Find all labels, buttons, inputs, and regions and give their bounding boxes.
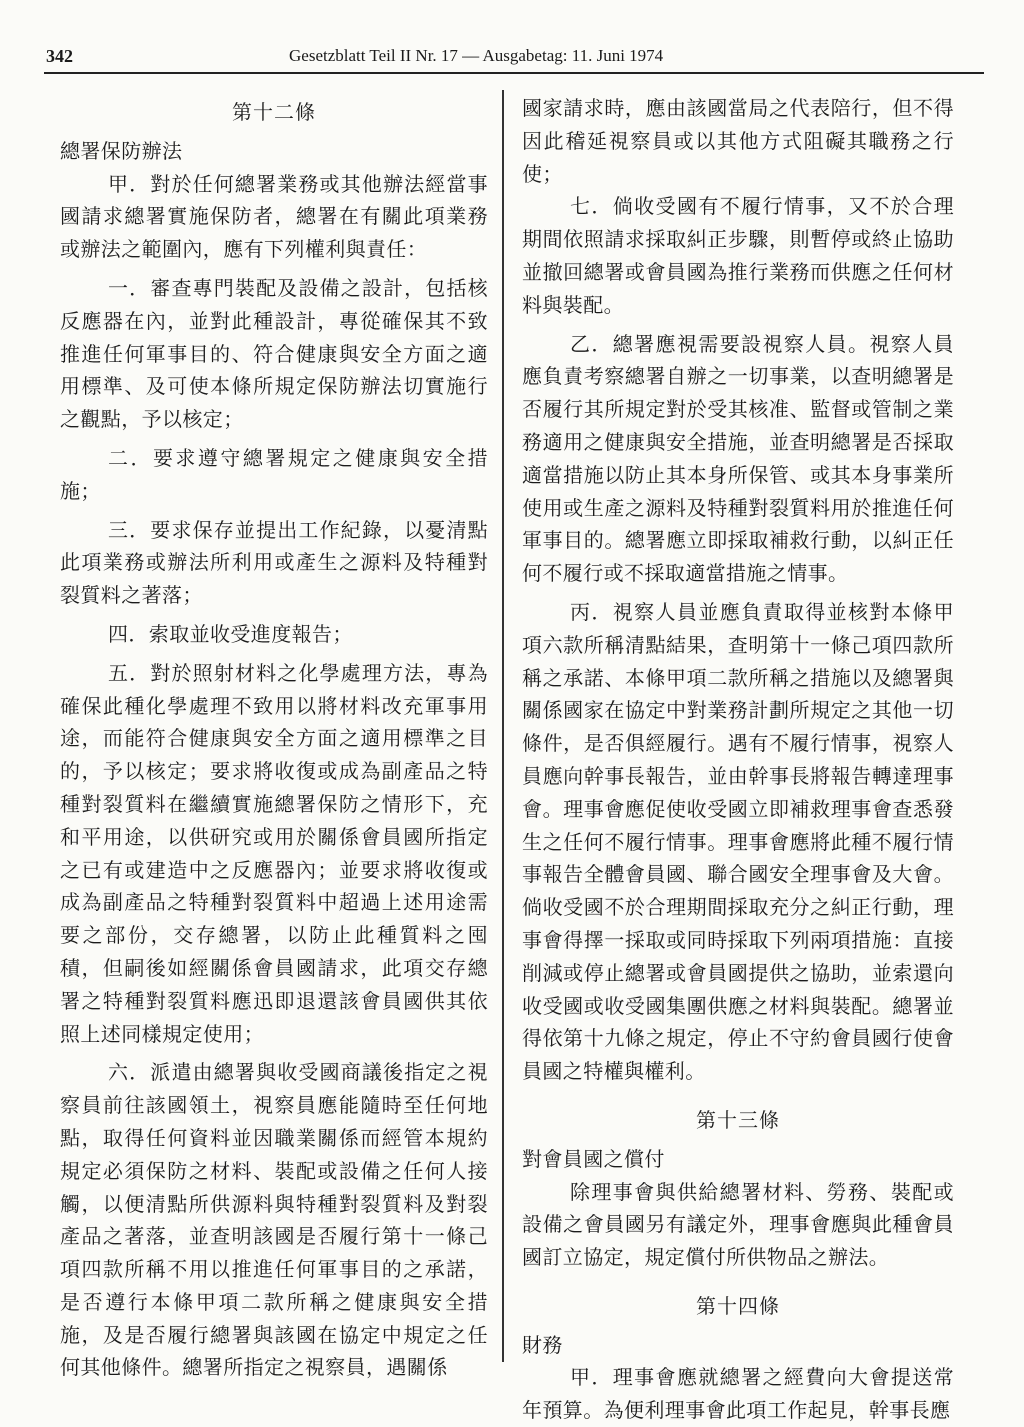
page-header	[44, 42, 984, 74]
running-head: Gesetzblatt Teil II Nr. 17 — Ausgabetag: 11. Juni 1974	[289, 46, 664, 65]
article-12-para-bing: 丙．視察人員並應負責取得並核對本條甲項六款所稱清點結果，查明第十一條己項四款所稱之承諾、本條甲項二款所稱之措施以及總署與關係國家在協定中對業務計劃所規定之其他一切條件，是否俱經履行。遇有不履行情事，視察人員應向幹事長報告，並由幹事長將報告轉達理事會。理事會應促使收受國立即補救理事會查悉發生之任何不履行情事。理事會應將此種不履行情事報告全體會員國、聯合國安全理事會及大會。倘收受國不於合理期間採取充分之糾正行動，理事會得擇一採取或同時採取下列兩項措施：直接削減或停止總署或會員國提供之協助，並索還向收受國或收受國集團供應之材料與裝配。總署並得依第十九條之規定，停止不守約會員國行使會員國之特權與權利。	[522, 599, 954, 1084]
right-column	[522, 92, 954, 1427]
left-column	[60, 92, 488, 1384]
article-14-heading: 財務	[522, 1332, 563, 1357]
article-12-title: 第十二條	[232, 100, 316, 124]
article-12-item-6: 六．派遣由總署與收受國商議後指定之視察員前往該國領土，視察員應能隨時至任何地點，取得任何資料並因職業關係而經管本規約規定必須保防之材料、裝配或設備之任何人接觸，以便清點所供源料與特種對裂質料及對裂產品之著落，並查明該國是否履行第十一條己項四款所稱不用以推進任何軍事目的之承諾，是否遵行本條甲項二款所稱之健康與安全措施，及是否履行總署與該國在協定中規定之任何其他條件。總署所指定之視察員，遇關係	[60, 1060, 488, 1380]
article-13-text: 除理事會與供給總署材料、勞務、裝配或設備之會員國另有議定外，理事會應與此種會員國訂立協定，規定償付所供物品之辦法。	[522, 1179, 954, 1270]
spacer	[522, 1088, 954, 1100]
spacer	[522, 1274, 954, 1286]
page-number: 342	[46, 46, 73, 66]
article-13-heading: 對會員國之償付	[522, 1146, 665, 1171]
article-13-title: 第十三條	[696, 1107, 780, 1132]
article-12-para-yi: 乙．總署應視需要設視察人員。視察人員應負責考察總署自辦之一切事業，以查明總署是否履行其所規定對於受其核准、監督或管制之業務適用之健康與安全措施，並查明總署是否採取適當措施以防止其本身所保管、或其本身事業所使用或生產之源料及特種對裂質料用於推進任何軍事目的。總署應立即採取補救行動，以糾正任何不履行或不採取適當措施之情事。	[522, 331, 954, 586]
article-12-item-5: 五．對於照射材料之化學處理方法，專為確保此種化學處理不致用以將材料改充軍事用途，而能符合健康與安全方面之適用標準之目的，予以核定；要求將收復或成為副產品之特種對裂質料在繼續實施總署保防之情形下，充和平用途，以供研究或用於關係會員國所指定之已有或建造中之反應器內；並要求將收復或成為副產品之特種對裂質料中超過上述用途需要之部份，交存總署，以防止此種質料之囤積，但嗣後如經關係會員國請求，此項交存總署之特種對裂質料應迅即退還該會員國供其依照上述同樣規定使用；	[60, 660, 488, 1046]
article-12-item-2: 二．要求遵守總署規定之健康與安全措施；	[60, 445, 488, 503]
article-14-para-jia: 甲．理事會應就總署之經費向大會提送常年預算。為便利理事會此項工作起見，幹事長應	[522, 1365, 954, 1423]
article-12-item-3: 三．要求保存並提出工作紀錄，以憂清點此項業務或辦法所利用或產生之源料及特種對裂質料之著落；	[60, 517, 488, 608]
article-12-item-6-continued: 國家請求時，應由該國當局之代表陪行，但不得因此稽延視察員或以其他方式阻礙其職務之行使；	[522, 96, 954, 186]
article-12-heading: 總署保防辦法	[60, 138, 183, 163]
article-12-item-1: 一．審查專門裝配及設備之設計，包括核反應器在內，並對此種設計，專從確保其不致推進任何軍事目的、符合健康與安全方面之適用標準、及可使本條所規定保防辦法切實施行之觀點，予以核定；	[60, 275, 488, 432]
column-divider	[502, 90, 504, 1362]
article-12-item-7: 七．倘收受國有不履行情事，又不於合理期間依照請求採取糾正步驟，則暫停或終止協助並撤回總署或會員國為推行業務而供應之任何材料與裝配。	[522, 194, 954, 317]
article-12-item-4: 四．索取並收受進度報告；	[108, 621, 353, 646]
article-12-para-jia: 甲．對於任何總署業務或其他辦法經當事國請求總署實施保防者，總署在有關此項業務或辦法之範圍內，應有下列權利與責任：	[60, 171, 488, 262]
article-14-title: 第十四條	[696, 1293, 780, 1318]
